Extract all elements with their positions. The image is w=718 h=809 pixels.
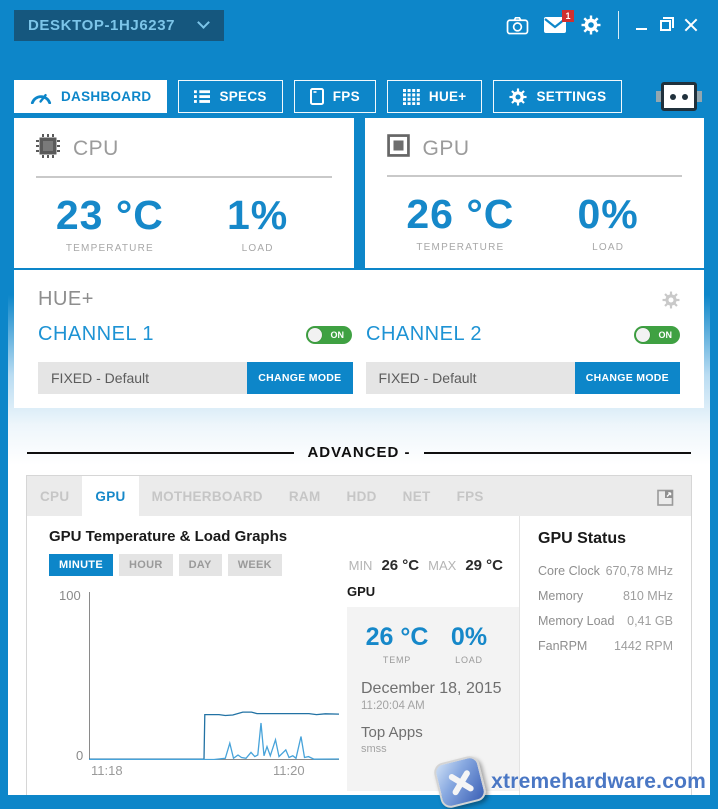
tab-hue[interactable] <box>387 80 483 113</box>
gpu-values <box>387 191 683 253</box>
period-week-button[interactable]: WEEK <box>228 554 282 576</box>
status-label: Core Clock <box>538 564 600 578</box>
gear-icon <box>509 88 527 106</box>
status-row-fan-rpm <box>538 639 673 653</box>
channel-1-mode: FIXED - Default <box>51 370 150 386</box>
gpu-temperature-value: 26 °C <box>406 191 515 237</box>
mail-notifications-icon[interactable] <box>544 11 571 33</box>
restore-icon[interactable] <box>660 20 671 31</box>
gpu-temperature-label: TEMPERATURE <box>416 242 505 253</box>
gpu-load-label: LOAD <box>455 655 483 665</box>
tab-settings[interactable] <box>493 80 622 113</box>
cpu-card-title: CPU <box>73 137 119 160</box>
channel-2-mode: FIXED - Default <box>378 370 477 386</box>
tab-label: FPS <box>332 89 360 104</box>
max-value: 29 °C <box>465 556 503 574</box>
gpu-card-header <box>387 134 683 163</box>
min-value: 26 °C <box>381 556 420 574</box>
hue-channel-2 <box>366 323 680 346</box>
title-bar <box>0 0 718 50</box>
graphs-section <box>27 516 519 795</box>
gauge-icon <box>30 89 52 104</box>
toggle-state-label: ON <box>658 329 672 340</box>
status-value: 670,78 MHz <box>605 564 673 578</box>
robot-eye <box>682 94 688 100</box>
adv-tab-fps[interactable] <box>444 476 497 516</box>
robot-ear-right <box>697 91 702 102</box>
hue-header <box>38 288 680 311</box>
status-row-memory-load <box>538 614 673 628</box>
hue-channels-row <box>38 323 680 346</box>
gpu-icon <box>387 134 410 163</box>
cpu-card <box>14 118 354 268</box>
tab-label: HUE+ <box>428 89 467 104</box>
adv-tab-label: RAM <box>288 488 321 504</box>
monitor-icon <box>310 88 324 105</box>
close-icon[interactable] <box>684 18 698 32</box>
status-row-core-clock <box>538 564 673 578</box>
cpu-temperature-label: TEMPERATURE <box>65 243 154 254</box>
cpu-card-header <box>36 134 332 164</box>
gpu-load-block <box>534 191 682 253</box>
cpu-load-value: 1% <box>226 192 289 238</box>
adv-tab-net[interactable] <box>390 476 444 516</box>
tab-label: SETTINGS <box>536 89 607 104</box>
tab-label: DASHBOARD <box>61 89 152 104</box>
channel-2-mode-bar <box>366 362 681 394</box>
watermark-text: xtremehardware.com <box>491 770 706 793</box>
channel-1-name: CHANNEL 1 <box>38 323 155 345</box>
gpu-temp-value: 26 °C <box>365 623 429 651</box>
watermark <box>437 759 706 805</box>
window-controls <box>636 18 698 32</box>
channel-2-change-mode-button[interactable]: CHANGE MODE <box>575 362 680 394</box>
y-axis-tick-100: 100 <box>59 588 81 603</box>
advanced-body <box>27 516 691 795</box>
gpu-status-section <box>519 516 691 795</box>
adv-tab-label: MOTHERBOARD <box>151 488 263 504</box>
cpu-load-label: LOAD <box>241 243 274 254</box>
advanced-tab-bar <box>27 476 691 516</box>
gpu-readout-title: GPU <box>347 584 376 599</box>
adv-tab-label: HDD <box>346 488 377 504</box>
graph-controls <box>49 554 519 576</box>
period-hour-button[interactable]: HOUR <box>119 554 173 576</box>
tab-specs[interactable] <box>178 80 282 113</box>
summary-cards-row <box>0 118 718 268</box>
cpu-temperature-block <box>36 192 184 254</box>
top-apps-label: Top Apps <box>361 724 423 741</box>
period-day-button[interactable]: DAY <box>179 554 222 576</box>
device-name: DESKTOP-1HJ6237 <box>28 16 176 34</box>
screenshot-camera-icon[interactable] <box>506 16 529 35</box>
status-label: Memory Load <box>538 614 615 628</box>
cpu-chip-icon <box>36 134 60 164</box>
status-label: Memory <box>538 589 584 603</box>
divider-line <box>424 452 691 454</box>
gpu-temperature-block <box>387 191 535 253</box>
status-row-memory <box>538 589 673 603</box>
divider-line <box>27 452 294 454</box>
max-label: MAX <box>428 557 457 573</box>
gpu-status-title: GPU Status <box>538 530 627 547</box>
cam-robot-icon[interactable] <box>656 82 702 111</box>
top-app-item: smss <box>361 743 387 755</box>
title-bar-separator <box>618 11 619 39</box>
list-icon <box>194 89 210 104</box>
advanced-divider <box>27 444 691 461</box>
popout-expand-icon[interactable] <box>657 486 677 506</box>
toggle-knob <box>308 328 322 342</box>
channel-1-change-mode-button[interactable]: CHANGE MODE <box>247 362 352 394</box>
tab-dashboard[interactable] <box>14 80 167 113</box>
status-value: 0,41 GB <box>627 614 673 628</box>
hue-panel <box>14 270 704 408</box>
gpu-temp-block <box>361 623 433 665</box>
adv-tab-label: CPU <box>40 488 70 504</box>
gpu-line-chart <box>49 580 341 791</box>
status-value: 1442 RPM <box>613 639 673 653</box>
hue-settings-gear-icon[interactable] <box>662 291 680 309</box>
mail-badge-count: 1 <box>562 10 574 22</box>
min-label: MIN <box>348 557 373 573</box>
adv-tab-cpu[interactable] <box>27 476 82 516</box>
adv-tab-ram[interactable] <box>276 476 334 516</box>
series-load <box>89 723 339 760</box>
robot-face <box>661 82 697 111</box>
hue-channel-1 <box>38 323 352 346</box>
device-selector[interactable] <box>14 10 224 41</box>
channel-2-name: CHANNEL 2 <box>366 323 483 345</box>
adv-tab-label: GPU <box>95 488 126 504</box>
x-axis-tick-1118: 11:18 <box>91 763 123 778</box>
cpu-temperature-value: 23 °C <box>55 192 164 238</box>
tab-fps[interactable] <box>294 80 376 113</box>
robot-eye <box>670 94 676 100</box>
divider <box>387 175 683 177</box>
adv-tab-label: FPS <box>456 488 484 504</box>
gpu-card-title: GPU <box>422 136 470 160</box>
gpu-load-value: 0% <box>577 191 639 237</box>
channel-2-toggle[interactable] <box>634 326 680 344</box>
current-date: December 18, 2015 <box>361 680 502 697</box>
gpu-readout-values <box>361 623 505 665</box>
main-nav <box>0 50 718 118</box>
chart-plot-area <box>89 592 339 760</box>
chevron-down-icon <box>197 16 210 29</box>
gpu-status-rows <box>538 564 673 653</box>
adv-tab-hdd[interactable] <box>334 476 390 516</box>
x-axis-ticks <box>89 763 339 781</box>
gpu-temp-label: TEMP <box>382 655 412 665</box>
hue-modes-row <box>38 362 680 394</box>
channel-1-mode-bar <box>38 362 353 394</box>
adv-tab-motherboard[interactable] <box>139 476 276 516</box>
series-temperature <box>89 712 339 759</box>
y-axis-tick-0: 0 <box>76 748 84 763</box>
minimize-icon[interactable] <box>636 28 647 30</box>
toggle-state-label: ON <box>330 329 344 340</box>
x-axis-tick-1120: 11:20 <box>273 763 305 778</box>
period-minute-button[interactable]: MINUTE <box>49 554 113 576</box>
adv-tab-label: NET <box>402 488 431 504</box>
dot-grid-icon <box>403 89 420 105</box>
divider <box>36 176 332 178</box>
current-time: 11:20:04 AM <box>361 700 425 712</box>
graph-title: GPU Temperature & Load Graphs <box>49 528 288 545</box>
gpu-load-value: 0% <box>450 623 488 651</box>
cpu-load-block <box>184 192 332 254</box>
x-badge-icon <box>432 754 488 809</box>
status-label: FanRPM <box>538 639 588 653</box>
toggle-knob <box>636 328 650 342</box>
hue-title: HUE+ <box>38 288 94 310</box>
title-bar-actions <box>506 11 698 39</box>
min-max-readout <box>349 557 503 574</box>
status-value: 810 MHz <box>622 589 673 603</box>
channel-1-toggle[interactable] <box>306 326 352 344</box>
advanced-divider-label[interactable]: ADVANCED - <box>307 444 411 461</box>
settings-gear-icon[interactable] <box>581 15 601 35</box>
cpu-values <box>36 192 332 254</box>
gpu-card <box>365 118 705 268</box>
adv-tab-gpu[interactable] <box>82 476 138 516</box>
gpu-load-block <box>433 623 505 665</box>
advanced-panel <box>26 475 692 796</box>
tab-label: SPECS <box>219 89 267 104</box>
gpu-load-label: LOAD <box>592 242 625 253</box>
